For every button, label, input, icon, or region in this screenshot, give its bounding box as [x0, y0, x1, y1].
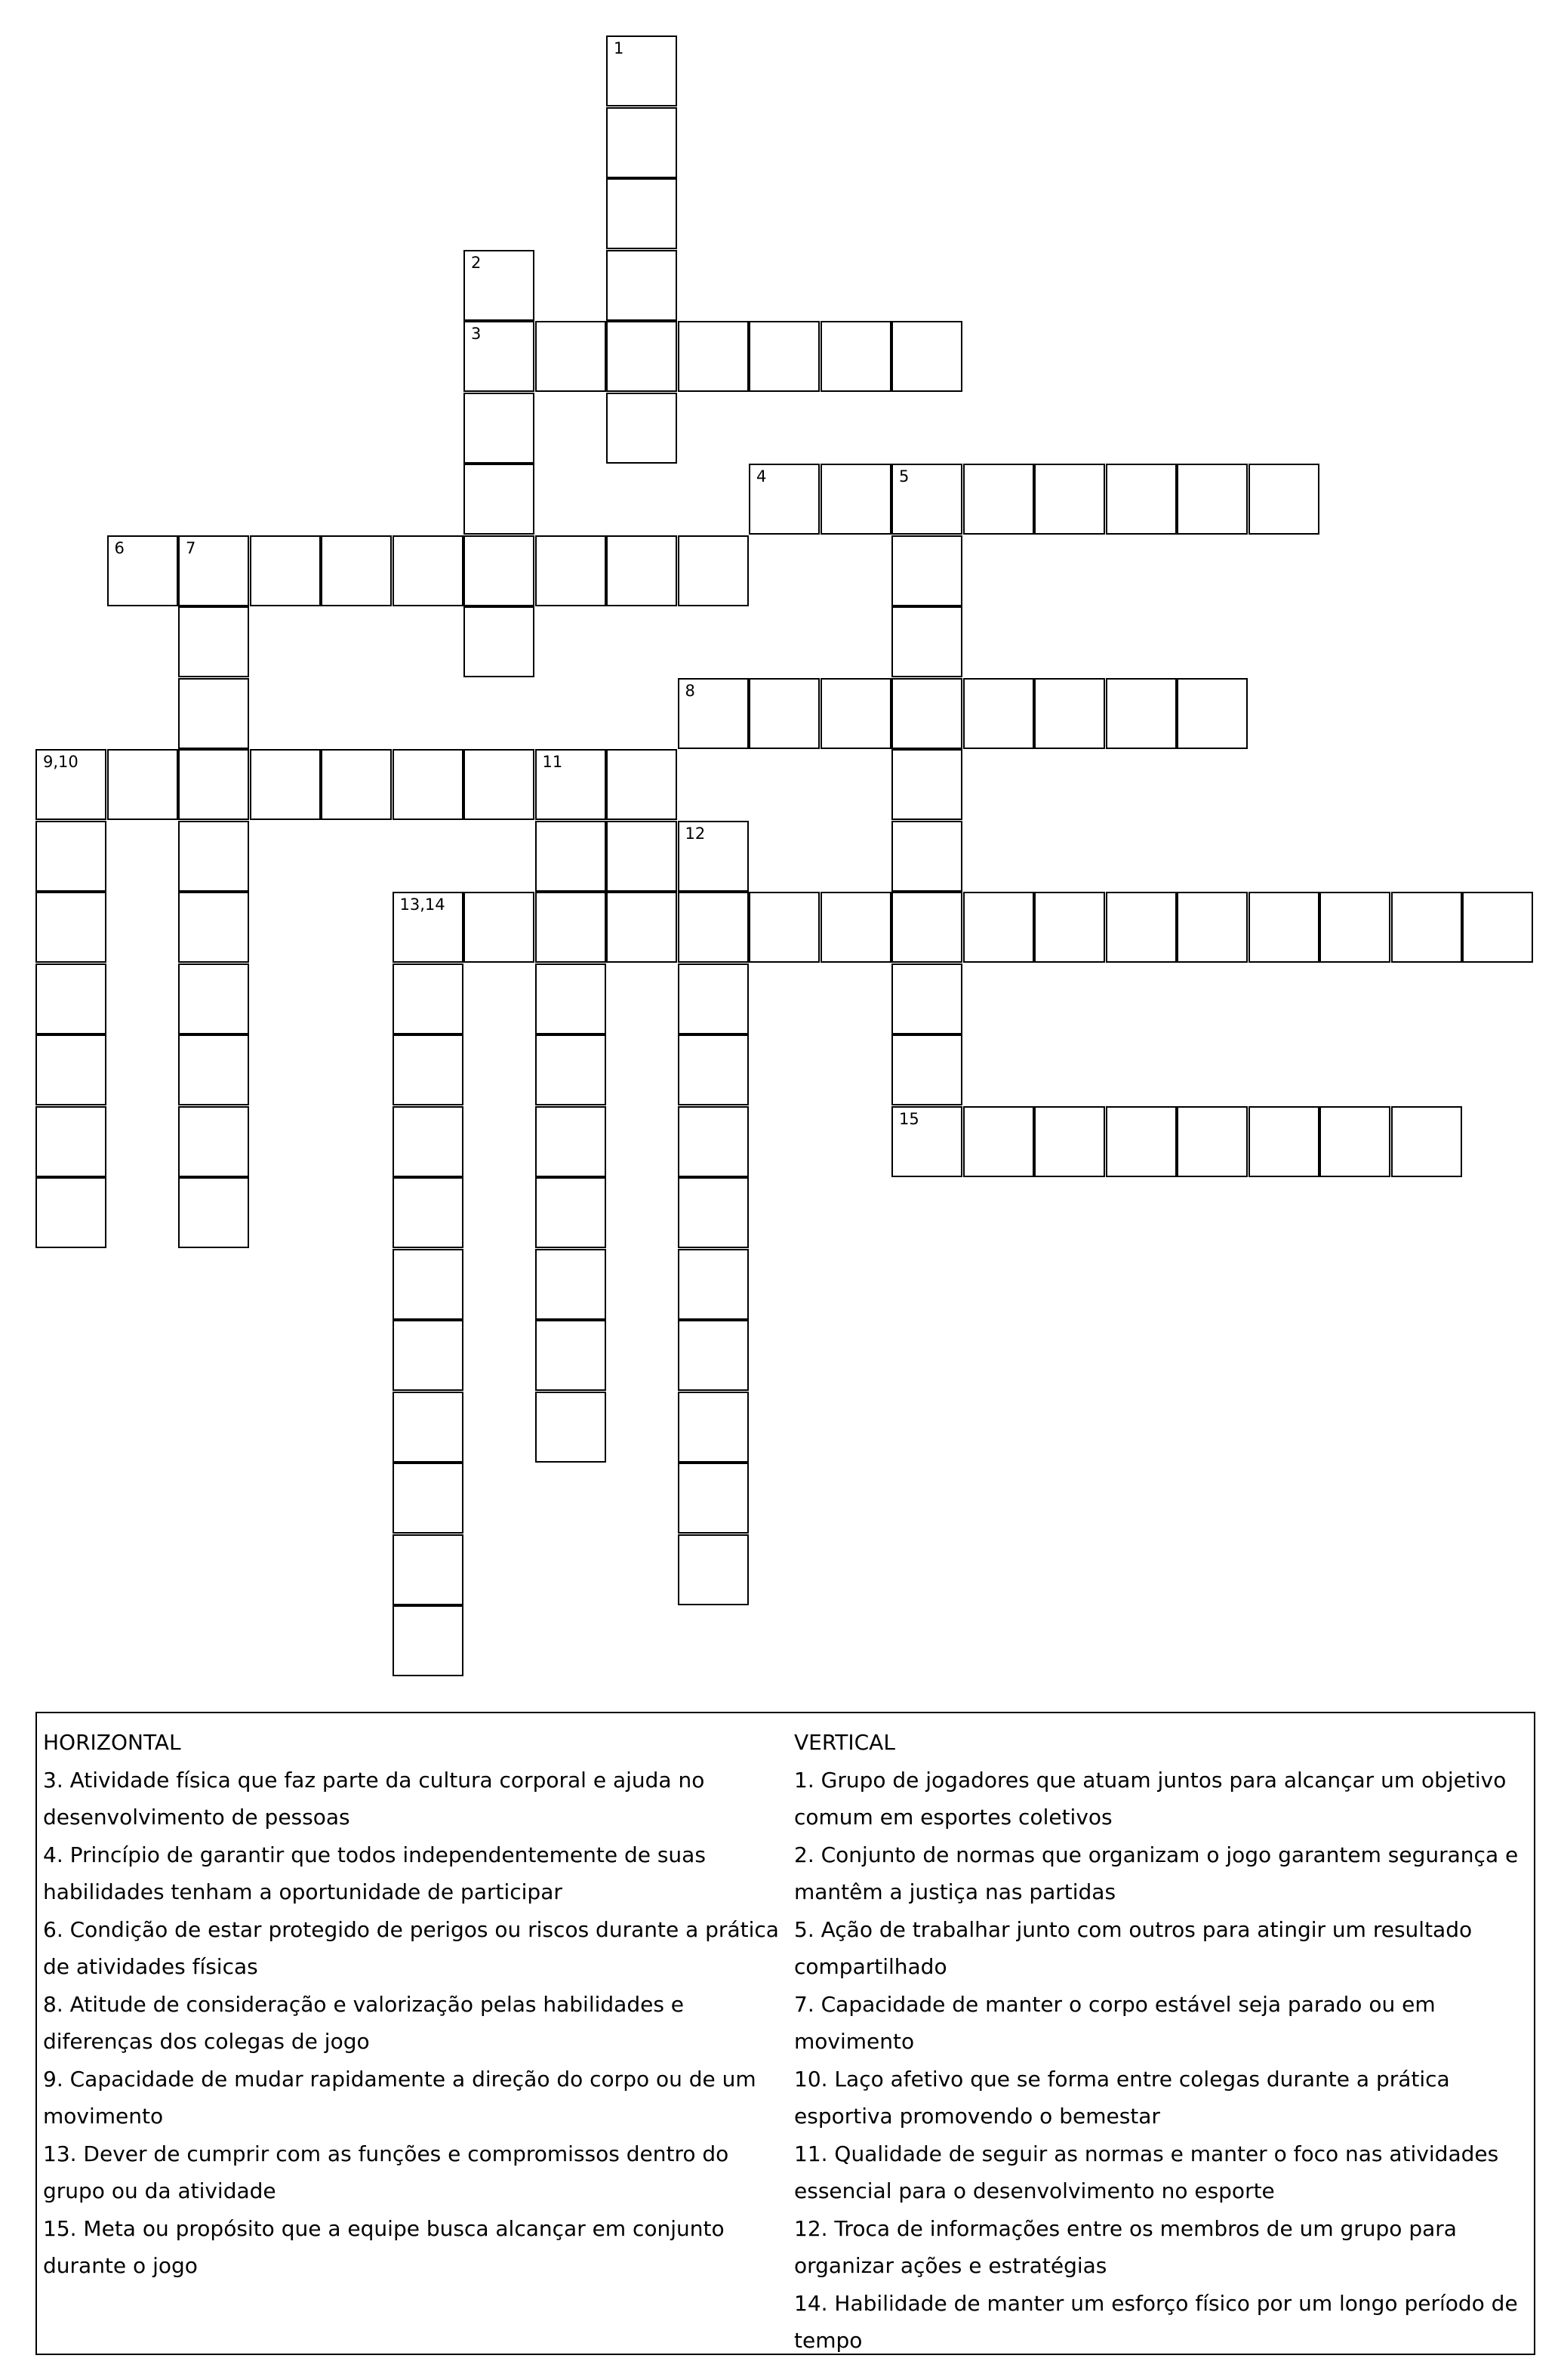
crossword-cell[interactable]: [678, 321, 749, 392]
crossword-cell[interactable]: [1106, 464, 1177, 535]
crossword-cell[interactable]: [1034, 892, 1105, 963]
crossword-cell[interactable]: [891, 535, 962, 606]
crossword-cell[interactable]: [35, 821, 106, 892]
crossword-cell[interactable]: [1034, 678, 1105, 749]
crossword-cell[interactable]: [606, 321, 677, 392]
crossword-cell[interactable]: [393, 1034, 463, 1105]
crossword-cell[interactable]: [393, 963, 463, 1034]
crossword-cell[interactable]: [463, 535, 534, 606]
crossword-cell[interactable]: [393, 1463, 463, 1534]
clue-v1: 1. Grupo de jogadores que atuam juntos para alcançar um objetivo comum em esportes coletivos: [794, 1767, 1507, 1830]
crossword-cell[interactable]: [535, 1034, 606, 1105]
crossword-cell[interactable]: [678, 678, 749, 749]
crossword-cell[interactable]: [393, 1177, 463, 1248]
clue-number: 4: [756, 467, 767, 486]
crossword-cell[interactable]: [821, 321, 891, 392]
crossword-cell[interactable]: [250, 749, 321, 820]
crossword-cell[interactable]: [1319, 1106, 1390, 1177]
clue-number: 12: [685, 824, 706, 843]
vertical-clues-column: [794, 1724, 1534, 2360]
crossword-cell[interactable]: [678, 1320, 749, 1391]
clue-v2: 2. Conjunto de normas que organizam o jogo garantem segurança e mantêm a justiça nas partidas: [794, 1842, 1519, 1904]
crossword-cell[interactable]: [891, 678, 962, 749]
crossword-cell[interactable]: [35, 1034, 106, 1105]
crossword-cell[interactable]: [891, 821, 962, 892]
crossword-cell[interactable]: [35, 1106, 106, 1177]
crossword-cell[interactable]: [606, 821, 677, 892]
crossword-cell[interactable]: [749, 464, 820, 535]
crossword-cell[interactable]: [891, 321, 962, 392]
crossword-cell[interactable]: [393, 749, 463, 820]
crossword-cell[interactable]: [821, 892, 891, 963]
crossword-cell[interactable]: [535, 321, 606, 392]
crossword-cell[interactable]: [963, 1106, 1034, 1177]
crossword-cell[interactable]: [321, 535, 392, 606]
crossword-cell[interactable]: [749, 678, 820, 749]
crossword-cell[interactable]: [1248, 464, 1319, 535]
crossword-cell[interactable]: [678, 821, 749, 892]
crossword-cell[interactable]: [749, 321, 820, 392]
crossword-cell[interactable]: [393, 1605, 463, 1676]
crossword-cell[interactable]: [535, 1106, 606, 1177]
clue-number: 8: [685, 681, 695, 700]
crossword-cell[interactable]: [678, 535, 749, 606]
crossword-cell[interactable]: [35, 963, 106, 1034]
crossword-cell[interactable]: [678, 1463, 749, 1534]
clue-number: 2: [471, 253, 482, 272]
crossword-cell[interactable]: [1034, 1106, 1105, 1177]
crossword-cell[interactable]: [535, 1177, 606, 1248]
crossword-cell[interactable]: [606, 250, 677, 321]
crossword-cell[interactable]: [321, 749, 392, 820]
crossword-cell[interactable]: [393, 535, 463, 606]
crossword-cell[interactable]: [678, 1106, 749, 1177]
clue-number: 5: [899, 467, 910, 486]
crossword-cell[interactable]: [606, 107, 677, 178]
crossword-cell[interactable]: [891, 606, 962, 677]
crossword-cell[interactable]: [1106, 678, 1177, 749]
crossword-cell[interactable]: [891, 749, 962, 820]
crossword-cell[interactable]: [107, 535, 178, 606]
horizontal-heading: HORIZONTAL: [43, 1730, 181, 1755]
crossword-cell[interactable]: [1177, 1106, 1248, 1177]
crossword-cell[interactable]: [178, 1034, 249, 1105]
crossword-cell[interactable]: [678, 963, 749, 1034]
crossword-cell[interactable]: [678, 1177, 749, 1248]
clue-v5: 5. Ação de trabalhar junto com outros para atingir um resultado compartilhado: [794, 1916, 1473, 1979]
crossword-cell[interactable]: [1177, 678, 1248, 749]
crossword-cell[interactable]: [178, 606, 249, 677]
crossword-cell[interactable]: [1106, 1106, 1177, 1177]
crossword-cell[interactable]: [678, 892, 749, 963]
crossword-cell[interactable]: [463, 393, 534, 464]
crossword-cell[interactable]: [749, 892, 820, 963]
crossword-cell[interactable]: [178, 1177, 249, 1248]
clue-h15: 15. Meta ou propósito que a equipe busca alcançar em conjunto durante o jogo: [43, 2215, 725, 2278]
crossword-cell[interactable]: [35, 749, 106, 820]
crossword-cell[interactable]: [1177, 892, 1248, 963]
crossword-cell[interactable]: [463, 606, 534, 677]
crossword-cell[interactable]: [678, 1034, 749, 1105]
crossword-cell[interactable]: [35, 1177, 106, 1248]
vertical-heading: VERTICAL: [794, 1730, 895, 1755]
clue-number: 3: [471, 325, 482, 343]
crossword-cell[interactable]: [463, 321, 534, 392]
crossword-cell[interactable]: [535, 892, 606, 963]
clue-v12: 12. Troca de informações entre os membros de um grupo para organizar ações e estratégias: [794, 2215, 1457, 2278]
crossword-cell[interactable]: [535, 963, 606, 1034]
crossword-cell[interactable]: [535, 1249, 606, 1320]
crossword-cell[interactable]: [963, 892, 1034, 963]
crossword-cell[interactable]: [393, 1392, 463, 1463]
crossword-cell[interactable]: [463, 892, 534, 963]
crossword-cell[interactable]: [891, 1034, 962, 1105]
crossword-cell[interactable]: [393, 1249, 463, 1320]
crossword-cell[interactable]: [821, 464, 891, 535]
crossword-cell[interactable]: [1034, 464, 1105, 535]
crossword-cell[interactable]: [678, 1534, 749, 1605]
crossword-cell[interactable]: [1462, 892, 1533, 963]
clue-h3: 3. Atividade física que faz parte da cultura corporal e ajuda no desenvolvimento de pessoas: [43, 1767, 705, 1830]
crossword-cell[interactable]: [463, 464, 534, 535]
clue-h13: 13. Dever de cumprir com as funções e compromissos dentro do grupo ou da atividade: [43, 2141, 729, 2203]
crossword-cell[interactable]: [678, 1392, 749, 1463]
clue-number: 6: [114, 538, 125, 557]
crossword-cell[interactable]: [178, 535, 249, 606]
crossword-cell[interactable]: [1248, 1106, 1319, 1177]
clues-box: [35, 1712, 1535, 2355]
clue-number: 15: [899, 1109, 919, 1128]
horizontal-clues-column: [43, 1724, 790, 2285]
crossword-cell[interactable]: [535, 535, 606, 606]
crossword-cell[interactable]: [963, 464, 1034, 535]
crossword-cell[interactable]: [178, 1106, 249, 1177]
crossword-cell[interactable]: [535, 1392, 606, 1463]
crossword-cell[interactable]: [606, 892, 677, 963]
crossword-cell[interactable]: [178, 892, 249, 963]
crossword-cell[interactable]: [463, 749, 534, 820]
crossword-cell[interactable]: [1319, 892, 1390, 963]
clue-number: 7: [186, 538, 196, 557]
crossword-cell[interactable]: [678, 1249, 749, 1320]
crossword-cell[interactable]: [535, 1320, 606, 1391]
crossword-cell[interactable]: [606, 178, 677, 249]
clue-v7: 7. Capacidade de manter o corpo estável seja parado ou em movimento: [794, 1991, 1436, 2054]
clue-h9: 9. Capacidade de mudar rapidamente a direção do corpo ou de um movimento: [43, 2066, 756, 2129]
crossword-cell[interactable]: [891, 963, 962, 1034]
crossword-cell[interactable]: [178, 678, 249, 749]
crossword-cell[interactable]: [178, 749, 249, 820]
crossword-cell[interactable]: [35, 892, 106, 963]
crossword-cell[interactable]: [178, 821, 249, 892]
crossword-cell[interactable]: [250, 535, 321, 606]
crossword-cell[interactable]: [1177, 464, 1248, 535]
crossword-cell[interactable]: [463, 250, 534, 321]
crossword-cell[interactable]: [535, 749, 606, 820]
crossword-cell[interactable]: [393, 1106, 463, 1177]
clue-h8: 8. Atitude de consideração e valorização pelas habilidades e diferenças dos colegas de jogo: [43, 1991, 685, 2054]
crossword-cell[interactable]: [606, 749, 677, 820]
clue-number: 13,14: [399, 896, 445, 914]
clue-number: 11: [542, 753, 563, 771]
clue-h6: 6. Condição de estar protegido de perigos ou riscos durante a prática de atividades físicas: [43, 1916, 779, 1979]
clue-h4: 4. Princípio de garantir que todos independentemente de suas habilidades tenham a oportunidade de participar: [43, 1842, 706, 1904]
crossword-cell[interactable]: [963, 678, 1034, 749]
crossword-cell[interactable]: [821, 678, 891, 749]
crossword-cell[interactable]: [393, 1320, 463, 1391]
crossword-cell[interactable]: [1248, 892, 1319, 963]
crossword-cell[interactable]: [1391, 1106, 1462, 1177]
clue-number: 9,10: [43, 753, 79, 771]
crossword-cell[interactable]: [891, 1106, 962, 1177]
clue-v10: 10. Laço afetivo que se forma entre colegas durante a prática esportiva promovendo o bemestar: [794, 2066, 1450, 2129]
crossword-cell[interactable]: [393, 1534, 463, 1605]
crossword-cell[interactable]: [393, 892, 463, 963]
clue-number: 1: [614, 39, 624, 57]
crossword-cell[interactable]: [606, 35, 677, 106]
crossword-cell[interactable]: [107, 749, 178, 820]
crossword-cell[interactable]: [178, 963, 249, 1034]
crossword-cell[interactable]: [606, 535, 677, 606]
crossword-cell[interactable]: [535, 821, 606, 892]
clue-v14: 14. Habilidade de manter um esforço físico por um longo período de tempo: [794, 2290, 1518, 2353]
clue-v11: 11. Qualidade de seguir as normas e manter o foco nas atividades essencial para o desenvolvimento no esporte: [794, 2141, 1499, 2203]
crossword-cell[interactable]: [891, 464, 962, 535]
crossword-cell[interactable]: [606, 393, 677, 464]
crossword-cell[interactable]: [891, 892, 962, 963]
crossword-cell[interactable]: [1391, 892, 1462, 963]
crossword-cell[interactable]: [1106, 892, 1177, 963]
